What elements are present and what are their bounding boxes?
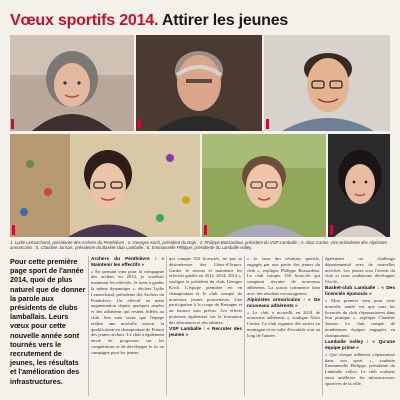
subheading-archers: Archers du Penthièvre : « Maintenir les effectifs » (91, 257, 164, 268)
article-column-1 (91, 256, 164, 400)
photo-collage (10, 35, 390, 237)
headline-part2: Attirer les jeunes (161, 12, 289, 29)
photo-georges-koch (136, 35, 262, 131)
paragraph-alpinistes: « Le club a accueilli en 2014 de nouveaux adhérents », souligne Alice Cartier. Le club organise des sorties en montagne et en salle d'escalade tout au long de l'année. (247, 309, 320, 338)
intro-paragraph: Pour cette première page sport de l'année 2014, quoi de plus naturel que de donner la parole aux présidents de clubs lamballais. Leurs vœux pour cette nouvelle année sont tournés vers le recrutement de jeunes, les résultats et l'amélioration des infrastructures. (10, 257, 86, 386)
photo-emmanuelle-philippe (328, 134, 390, 237)
subheading-vsp: VSP Lamballe : « Recruter des jeunes » (169, 327, 242, 338)
column-divider (166, 256, 167, 396)
headline (10, 12, 390, 30)
paragraph-vsp: « Je veux des résultats sportifs, engagés par une partie des jeunes du club », explique Philippe Bossardeur. Le club compte 150 licenciés qui comptent recruter de nouveaux adhérents. La saison commence bien avec des résultats encourageants. (247, 256, 320, 296)
subheading-volley: Lamballe volley : « Qu'une équipe prime » (325, 340, 395, 351)
column-divider (244, 256, 245, 396)
photo-philippe-bossardeur (264, 35, 390, 131)
paragraph-basket: « Mon premier vœu pour cette nouvelle année est que tous les licenciés du club s'épanouissent dans leur pratique », explique Claudine Jarnais. Le club compte de nombreuses équipes engagées en championnat. (325, 298, 395, 338)
column-divider (322, 256, 323, 396)
photo-caption: 1. Lydie Lemarchand, présidente des Archers du Penthièvre ; 2. Georges Koch, président du Dojo ; 3. Philippe Bossardeur, président du VSP Lamballe ; 4. Alice Cartier, vice-présidente des Alpinistes armoricains ; 5. Claudine Jarnais, présidente du Basket-club Lamballe ; 6. Emmanuelle Philippe, présidente du Lamballe volley. (10, 240, 388, 251)
subheading-alpinistes: Alpinistes armoricains : « De nouveaux adhérents » (247, 298, 320, 309)
headline-part1: Vœux sportifs 2014. (10, 12, 159, 29)
photo-alice-cartier (10, 134, 200, 237)
column-divider (88, 256, 89, 396)
paragraph-archers: « En pensant vœu pour la compagnie des archers en 2014, je voudrais maintenir les effectifs. Je tiens à garder la même dynamique », déclare Lydie Lemarchand, présidente des Archers du Penthièvre. Un effectif en nette augmentation depuis quelques années et des adhérents qui restent fidèles au club. Son vœu serait que l'équipe réalise une nouvelle saison, la qualification en championnat de France des jeunes archers. Le club a également envie de progresser sur les compétitions et de développer le tir en campagne pour les jeunes. (91, 268, 164, 355)
paragraph-volley: « Que chaque adhérent s'épanouisse dans son sport », souhaite Emmanuelle Philippe, présidente du Lamballe volley. Le club souhaite aussi améliorer les infrastructures sportives de la ville. (325, 351, 395, 386)
subheading-basket: Basket-club Lamballe : « Des licenciés épanouis » (325, 286, 395, 298)
photo-claudine-jarnais (202, 134, 326, 237)
paragraph-continued: également un challenge départemental avec de nouvelles activités. Les jeunes sont l'avenir du club et nous souhaitons développer l'école. (325, 256, 395, 285)
article-column-4 (325, 256, 395, 400)
article-column-2 (169, 256, 242, 400)
paragraph-dojo: qui compte 310 licenciés, ne pas se désintéresser des Côtes-d'Armor. Garder le niveau et maintenir les effectifs gardés en 2014. 2014, 2014 », souligne le président du club, Georges Koch. L'équipe première est en championnat et le club compte de nouveaux jeunes prometteurs. Une participation à la coupe de Bretagne et un tournoi sont prévus. Les efforts porteront également sur la formation des éducateurs et des arbitres. (169, 256, 242, 325)
photo-lydie-lemarchand (10, 35, 134, 131)
article-column-3 (247, 256, 320, 400)
